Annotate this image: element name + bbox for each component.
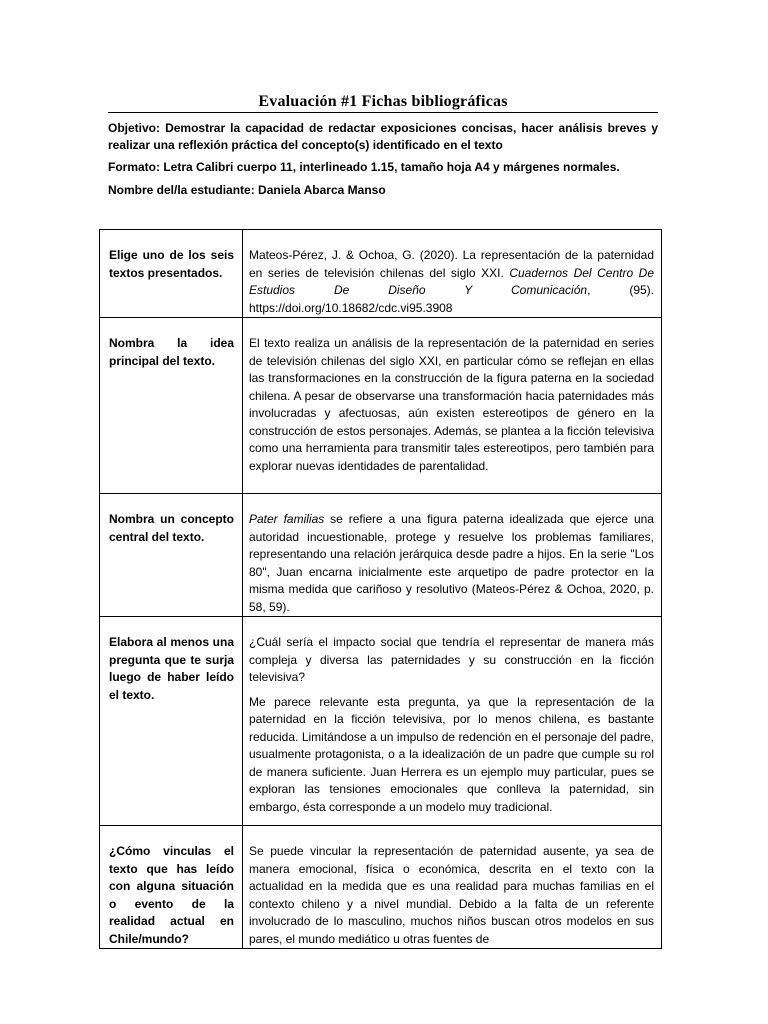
answer-text: [243, 494, 661, 616]
question-cell: [100, 494, 243, 617]
table-row: [100, 494, 662, 617]
title-underline: [108, 112, 658, 113]
table-row: [100, 826, 662, 949]
question-cell: [100, 617, 243, 826]
question-cell: [100, 318, 243, 494]
answer-text: [243, 230, 661, 317]
answer-cell: [243, 318, 662, 494]
concept-definition: se refiere a una figura paterna idealizada que ejerce una autoridad incuestionable, protege y resuelve los problemas familiares, representando una relación jerárquica desde padre a hijos. En la serie "Los 80", Juan encarna inicialmente este arquetipo de padre protector en la misma medida que cariñoso y resolutivo (Mateos-Pérez & Ochoa, 2020, p. 58, 59).: [249, 512, 654, 614]
formato-text: Letra Calibri cuerpo 11, interlineado 1.15, tamaño hoja A4 y márgenes normales.: [163, 160, 620, 174]
question-text: Nombra la idea principal del texto.: [109, 336, 234, 368]
citation-journal: Cuadernos Del Centro De Estudios De Diseño Y Comunicación: [249, 265, 654, 297]
answer-text: El texto realiza un análisis de la representación de la paternidad en series de televisión chilenas del siglo XXI, en particular cómo se reflejan en ellas las transformaciones en la construcción de la figura paterna en la sociedad chilena. A pesar de observarse una transformación hacia paternidades más involucradas y afectuosas, aún existen estereotipos de género en la construcción de estos personajes. Además, se plantea a la ficción televisiva como una herramienta para transmitir tales estereotipos, pero también para explorar nuevas identidades de parentalidad.: [249, 336, 654, 473]
question-cell: [100, 230, 243, 318]
objetivo-label: Objetivo:: [108, 121, 161, 135]
answer-cell: [243, 826, 662, 949]
citation-doi: , (95). https://doi.org/10.18682/cdc.vi95.3908: [249, 283, 655, 315]
question-text: ¿Cómo vinculas el texto que has leído con alguna situación o evento de la realidad actual en Chile/mundo?: [109, 844, 234, 946]
nombre-label: Nombre del/la estudiante:: [108, 183, 255, 197]
answer-cell: [243, 617, 662, 826]
table-row: [100, 318, 662, 494]
objetivo-text: Demostrar la capacidad de redactar exposiciones concisas, hacer análisis breves y realizar una reflexión práctica del concepto(s) identificado en el texto: [108, 121, 658, 152]
question-cell: [100, 826, 243, 949]
nombre-line: [108, 182, 658, 199]
objetivo-line: [108, 120, 658, 154]
answer-text: [243, 617, 661, 816]
answer-justification: Me parece relevante esta pregunta, ya que la representación de la paternidad en la ficción televisiva, por lo menos chilena, es bastante reducida. Limitándose a un impulso de redención en el personaje del padre, usualmente protagonista, o a la idealización de un padre que cumple su rol de manera suficiente. Juan Herrera es un ejemplo muy particular, pues se exploran las tensiones emocionales que conlleva la paternidad, sin embargo, ésta corresponde a un modelo muy tradicional.: [249, 694, 654, 814]
formato-label: Formato:: [108, 160, 160, 174]
document-title: Evaluación #1 Fichas bibliográficas: [258, 93, 508, 110]
nombre-text: Daniela Abarca Manso: [258, 183, 386, 197]
question-text: Elabora al menos una pregunta que te surja luego de haber leído el texto.: [109, 635, 234, 702]
table-row: [100, 230, 662, 318]
answer-cell: [243, 494, 662, 617]
concept-term: Pater familias: [249, 512, 325, 526]
answer-text: Se puede vincular la representación de paternidad ausente, ya sea de manera emocional, física o económica, descrita en el texto con la actualidad en la medida que es una realidad para muchas familias en el contexto chileno y a nivel mundial. Debido a la falta de un referente involucrado de lo masculino, muchos niños buscan otros modelos en sus pares, el mundo mediático u otras fuentes de: [249, 844, 654, 946]
worksheet-table: [99, 229, 662, 949]
answer-question: ¿Cuál sería el impacto social que tendría el representar de manera más compleja y diversa las paternidades y su construcción en la ficción televisiva?: [249, 635, 654, 684]
question-text: Nombra un concepto central del texto.: [109, 512, 234, 544]
table-row: [100, 617, 662, 826]
answer-cell: [243, 230, 662, 318]
citation-authors: Mateos-Pérez, J. & Ochoa, G. (2020). La representación de la paternidad en series de televisión chilenas del siglo XXI.: [249, 248, 654, 280]
formato-line: [108, 159, 658, 176]
question-text: Elige uno de los seis textos presentados.: [109, 248, 234, 280]
